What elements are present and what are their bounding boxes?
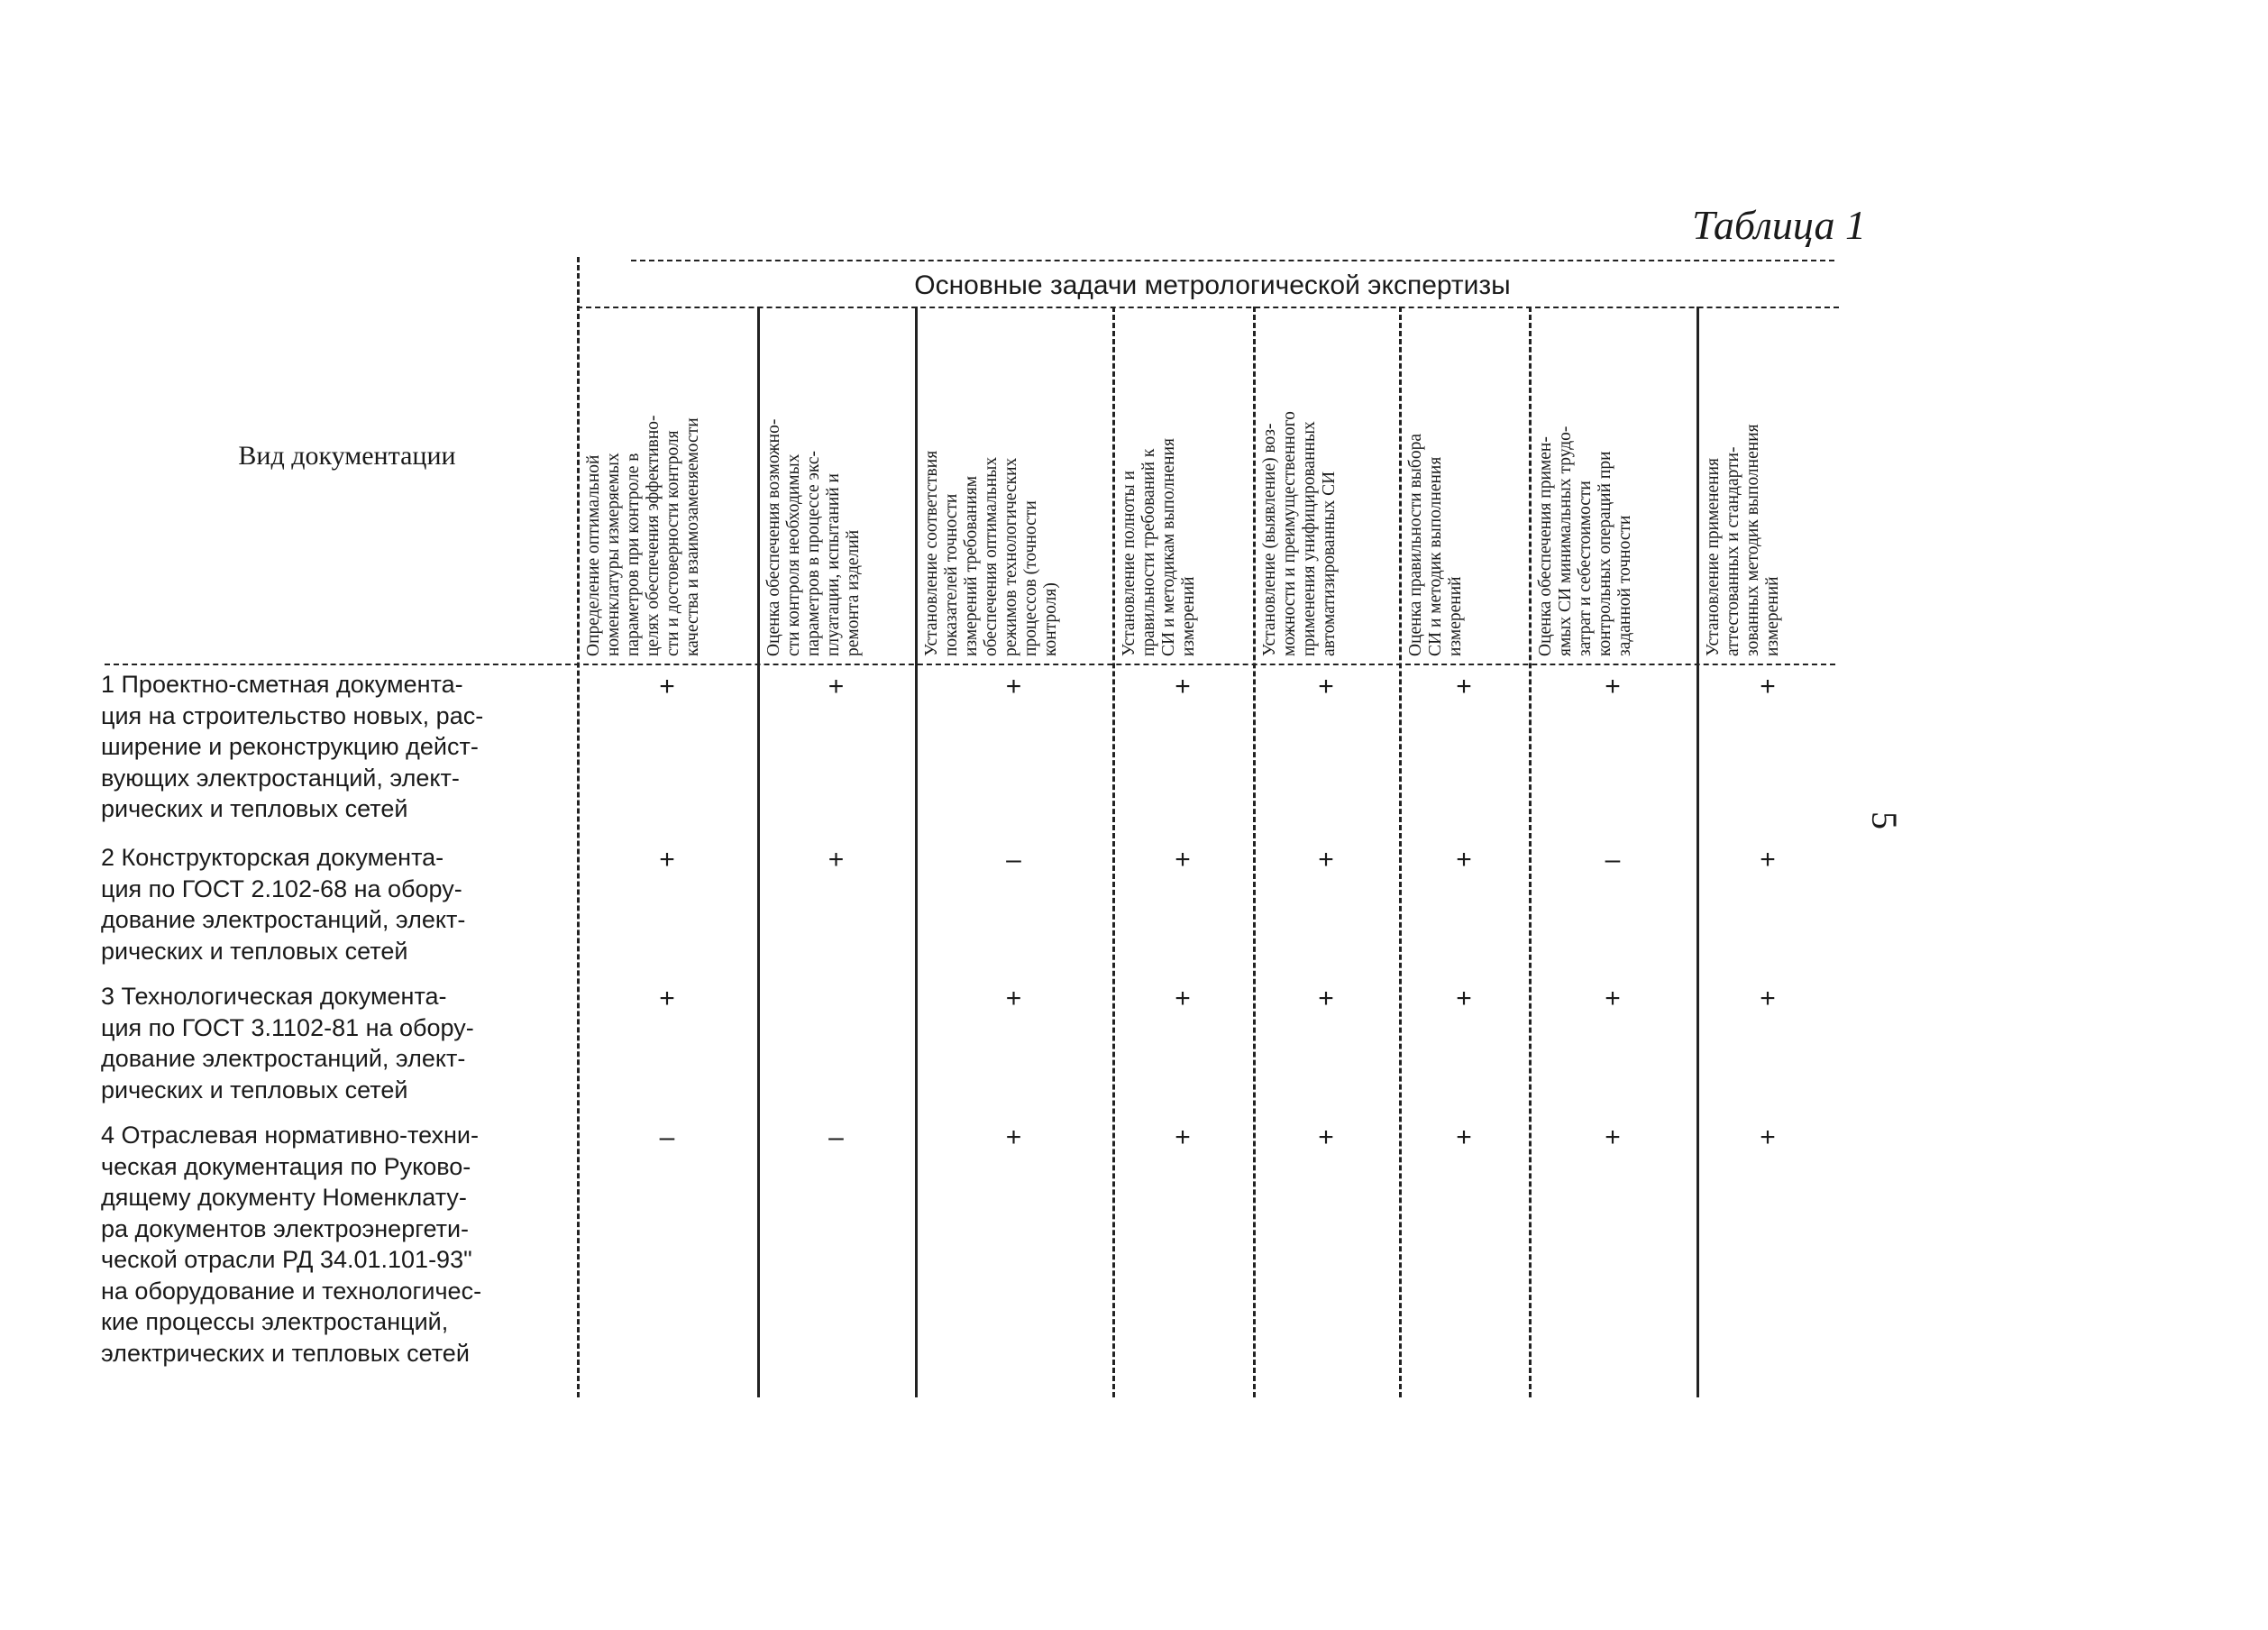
row-label-line: вующих электростанций, элект- — [101, 764, 460, 792]
col-divider-6 — [1529, 307, 1532, 1397]
column-header-text: Определение оптимальной номенклатуры измеряемых параметров при контроле в целях обеспечения эффективно- сти и достоверности контроля качества и взаимозаменяемости — [584, 415, 702, 656]
row-label-line: 3 Технологическая документа- — [101, 983, 447, 1010]
table-cell-mark: + — [1605, 672, 1621, 701]
row-label-line: на оборудование и технологичес- — [101, 1277, 482, 1305]
row-label-line: рических и тепловых сетей — [101, 795, 408, 822]
table-row — [101, 981, 565, 1105]
row-label-line: рических и тепловых сетей — [101, 1076, 408, 1103]
row-label-line: дящему документу Номенклату- — [101, 1184, 467, 1211]
table-cell-mark: + — [1456, 672, 1472, 701]
column-header-2 — [763, 310, 911, 658]
table-row — [101, 669, 565, 825]
table-cell-mark: + — [1456, 984, 1472, 1013]
table-cell-mark: + — [1760, 845, 1776, 875]
table-cell-mark: + — [1456, 1122, 1472, 1152]
table-cell-mark: + — [1005, 984, 1022, 1013]
row-label-line: электрических и тепловых сетей — [101, 1339, 470, 1367]
column-header-3 — [920, 310, 1109, 658]
row-label-line: ция по ГОСТ 2.102-68 на обору- — [101, 875, 462, 902]
col-divider-5 — [1399, 307, 1402, 1397]
column-header-text: Оценка правильности выбора СИ и методик выполнения измерений — [1406, 434, 1465, 656]
table-row — [101, 1120, 565, 1369]
col-divider-7 — [1696, 307, 1699, 1397]
row-label-line: кие процессы электростанций, — [101, 1308, 449, 1335]
row-label-line: ширение и реконструкцию дейст- — [101, 733, 479, 760]
table-cell-mark: + — [828, 672, 845, 701]
row-label-line: 4 Отраслевая нормативно-техни- — [101, 1122, 479, 1149]
table-cell-mark: + — [1605, 1122, 1621, 1152]
table-caption: Таблица 1 — [1691, 202, 1866, 248]
table-cell-mark: + — [1760, 1122, 1776, 1152]
col-divider-4 — [1253, 307, 1256, 1397]
table-cell-mark: + — [1760, 672, 1776, 701]
row-label-line: дование электростанций, элект- — [101, 1045, 466, 1072]
column-header-text: Установление применения аттестованных и стандарти- зованных методик выполнения измерений — [1704, 424, 1782, 656]
group-header-rule — [577, 307, 1839, 308]
table-cell-mark: – — [1605, 845, 1621, 875]
table-cell-mark: + — [1605, 984, 1621, 1013]
row-label-line: ция на строительство новых, рас- — [101, 701, 484, 729]
col-divider-3 — [1112, 307, 1115, 1397]
table-cell-mark: + — [1175, 845, 1191, 875]
column-header-8 — [1702, 310, 1835, 658]
column-header-5 — [1258, 310, 1395, 658]
col-divider-1 — [757, 307, 760, 1397]
column-header-text: Установление (выявление) воз- можности и преимущественного применения унифицированных автоматизированных СИ — [1260, 411, 1339, 656]
column-header-text: Оценка обеспечения возможно- сти контроля необходимых параметров в процессе экс- плуатации, испытаний и ремонта изделий — [764, 418, 863, 656]
row-label-line: 1 Проектно-сметная документа- — [101, 671, 463, 698]
row-label-line: ческая документация по Руково- — [101, 1152, 471, 1180]
top-rule — [631, 260, 1834, 261]
group-header: Основные задачи метрологической экспертизы — [914, 270, 1511, 300]
table-cell-mark: – — [659, 1122, 675, 1152]
column-header-text: Оценка обеспечения примен- ямых СИ минимальных трудо- затрат и себестоимости контрольных операций при заданной точности — [1536, 426, 1634, 656]
col-divider-2 — [915, 307, 918, 1397]
table-cell-mark: + — [1005, 1122, 1022, 1152]
table-cell-mark: + — [1456, 845, 1472, 875]
page-number: 5 — [1864, 811, 1905, 829]
table-cell-mark: + — [1318, 984, 1334, 1013]
table-cell-mark: + — [1318, 672, 1334, 701]
column-header-4 — [1118, 310, 1249, 658]
row-label-line: ра документов электроэнергети- — [101, 1214, 470, 1242]
column-header-7 — [1534, 310, 1693, 658]
row-label-line: ческой отрасли РД 34.01.101-93" — [101, 1246, 472, 1273]
table-cell-mark: + — [659, 845, 675, 875]
column-header-6 — [1404, 310, 1525, 658]
row-label-line: 2 Конструкторская документа- — [101, 844, 444, 871]
header-bottom-rule — [105, 664, 1835, 665]
row-label-line: ция по ГОСТ 3.1102-81 на обору- — [101, 1013, 474, 1041]
left-border — [577, 257, 580, 1397]
row-label-line: рических и тепловых сетей — [101, 937, 408, 965]
table-cell-mark: + — [1760, 984, 1776, 1013]
table-cell-mark: + — [659, 672, 675, 701]
column-header-text: Установление соответствия показателей точности измерений требованиям обеспечения оптимальных режимов технологических процессов (точности контроля) — [922, 450, 1060, 656]
table-cell-mark: + — [1175, 672, 1191, 701]
row-label-line: дование электростанций, элект- — [101, 906, 466, 933]
table-cell-mark: + — [1318, 845, 1334, 875]
table-cell-mark: + — [828, 845, 845, 875]
table-row — [101, 842, 565, 966]
table-cell-mark: – — [828, 1122, 844, 1152]
column-header-1 — [582, 310, 754, 658]
row-header: Вид документации — [238, 441, 456, 471]
table-cell-mark: + — [1175, 1122, 1191, 1152]
table-cell-mark: + — [1005, 672, 1022, 701]
table-cell-mark: + — [1318, 1122, 1334, 1152]
column-header-text: Установление полноты и правильности требований к СИ и методикам выполнения измерений — [1120, 437, 1198, 656]
table-cell-mark: + — [659, 984, 675, 1013]
table-cell-mark: + — [1175, 984, 1191, 1013]
table-cell-mark: – — [1006, 845, 1021, 875]
